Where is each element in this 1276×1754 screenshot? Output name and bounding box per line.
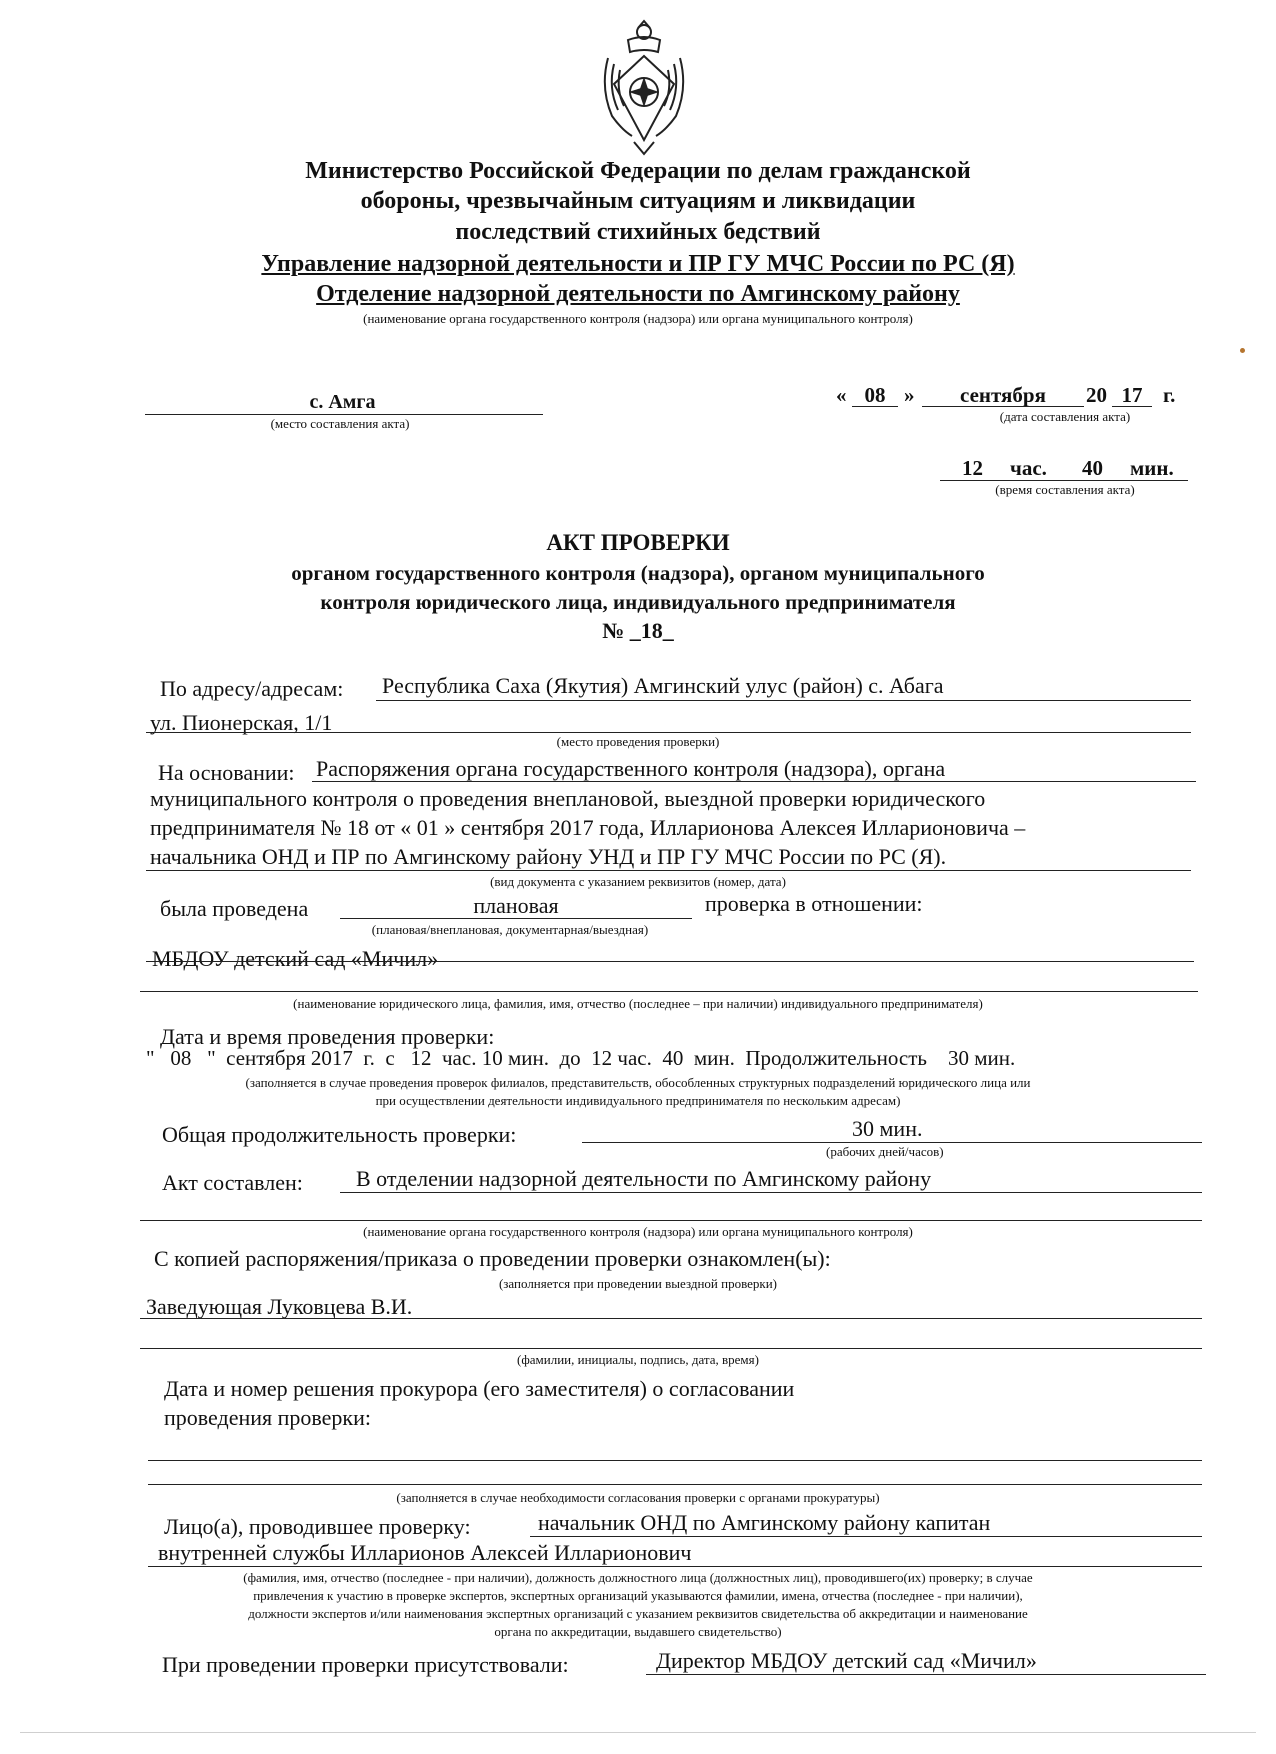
present-value: Директор МБДОУ детский сад «Мичил»: [656, 1648, 1037, 1673]
copy-note: (заполняется при проведении выездной проверки): [498, 1276, 778, 1291]
scan-edge-line: [20, 1732, 1256, 1733]
inspector-caption-2: привлечения к участию в проверке экспертов, экспертных организаций указываются фамилии, имена, отчества (последнее - при наличии),: [253, 1588, 1023, 1603]
inspection-type-suffix: проверка в отношении:: [705, 891, 923, 916]
compiled-value: В отделении надзорной деятельности по Амгинскому району: [356, 1166, 932, 1191]
act-subtitle-1: органом государственного контроля (надзора), органом муниципального: [291, 561, 985, 585]
prosecutor-caption: (заполняется в случае необходимости согласования проверки с органами прокуратуры): [396, 1490, 880, 1505]
act-subtitle-2: контроля юридического лица, индивидуального предпринимателя: [320, 590, 956, 614]
date-day-underline: [852, 406, 898, 407]
basis-underline-1: [312, 781, 1196, 782]
date-day: 08: [864, 383, 886, 407]
basis-underline-4: [146, 870, 1191, 871]
address-caption: (место проведения проверки): [556, 734, 720, 749]
basis-line-4: начальника ОНД и ПР по Амгинскому району УНД и ПР ГУ МЧС России по РС (Я).: [150, 844, 947, 869]
act-number: № _18_: [602, 618, 674, 643]
ministry-line-2: обороны, чрезвычайным ситуациям и ликвидации: [360, 188, 916, 214]
date-year-underline: [1112, 406, 1152, 407]
time-underline: [940, 480, 1188, 481]
entity-underline-2: [140, 991, 1198, 992]
inspector-label: Лицо(а), проводившее проверку:: [164, 1514, 471, 1539]
date-year-unit: г.: [1163, 383, 1176, 407]
date-caption: (дата составления акта): [999, 409, 1131, 424]
prosecutor-line-2: проведения проверки:: [164, 1405, 372, 1430]
inspector-caption-4: органа по аккредитации, выдавшего свидетельство): [494, 1624, 782, 1639]
place-underline: [145, 414, 543, 415]
place-value: с. Амга: [309, 391, 376, 413]
address-underline-1: [376, 700, 1191, 701]
time-minute: 40: [1082, 456, 1103, 480]
datetime-caption-1: (заполняется в случае проведения проверок филиалов, представительств, обособленных структурных подразделений юридического лица или: [245, 1075, 1031, 1090]
date-quote-close: »: [904, 383, 915, 407]
scan-speck: [1240, 348, 1245, 353]
basis-caption: (вид документа с указанием реквизитов (номер, дата): [490, 874, 786, 889]
address-underline-2: [146, 732, 1191, 733]
prosecutor-underline-2: [148, 1484, 1202, 1485]
date-month-underline: [922, 406, 1084, 407]
date-year-prefix: 20: [1086, 383, 1107, 407]
prosecutor-line-1: Дата и номер решения прокурора (его заместителя) о согласовании: [164, 1376, 795, 1401]
inspection-type-underline: [340, 918, 692, 919]
date-quote-open: «: [836, 383, 847, 407]
inspection-type-caption: (плановая/внеплановая, документарная/выездная): [371, 922, 649, 937]
compiled-caption: (наименование органа государственного контроля (надзора) или органа муниципального контроля): [363, 1224, 913, 1239]
time-minute-unit: мин.: [1130, 456, 1174, 480]
datetime-label: Дата и время проведения проверки:: [160, 1024, 495, 1049]
address-line-1: Республика Саха (Якутия) Амгинский улус (район) с. Абага: [382, 673, 944, 698]
present-underline: [646, 1674, 1206, 1675]
inspector-caption-1: (фамилия, имя, отчество (последнее - при наличии), должность должностного лица (должностных лиц), проводившего(их) проверку; в случае: [243, 1570, 1033, 1585]
datetime-caption-2: при осуществлении деятельности индивидуального предпринимателя по нескольким адресам): [375, 1093, 901, 1108]
act-title: АКТ ПРОВЕРКИ: [546, 530, 730, 555]
date-year-suffix: 17: [1121, 383, 1143, 407]
entity-caption: (наименование юридического лица, фамилия, имя, отчество (последнее – при наличии) индивидуального предпринимателя): [293, 996, 983, 1011]
copy-value: Заведующая Луковцева В.И.: [146, 1294, 413, 1319]
inspector-caption-3: должности экспертов и/или наименования экспертных организаций с указанием реквизитов свидетельства об аккредитации и наименование: [248, 1606, 1028, 1621]
prosecutor-underline-1: [148, 1460, 1202, 1461]
copy-label: С копией распоряжения/приказа о проведении проверки ознакомлен(ы):: [154, 1246, 831, 1271]
present-label: При проведении проверки присутствовали:: [162, 1652, 569, 1677]
duration-value: 30 мин.: [852, 1116, 923, 1141]
datetime-line: " 08 " сентября 2017 г. с 12 час. 10 мин. до 12 час. 40 мин. Продолжительность 30 мин.: [146, 1046, 1016, 1070]
inspector-value-2: внутренней службы Илларионов Алексей Илларионович: [158, 1540, 692, 1565]
basis-line-2: муниципального контроля о проведения внеплановой, выездной проверки юридического: [150, 786, 986, 811]
division-name: Отделение надзорной деятельности по Амгинскому району: [316, 281, 960, 307]
basis-line-1: Распоряжения органа государственного контроля (надзора), органа: [316, 756, 946, 781]
date-month: сентября: [960, 383, 1046, 407]
time-hour-unit: час.: [1010, 456, 1047, 480]
org-caption: (наименование органа государственного контроля (надзора) или органа муниципального контроля): [363, 311, 913, 326]
entity-name: МБДОУ детский сад «Мичил»: [152, 946, 439, 971]
address-line-2: ул. Пионерская, 1/1: [150, 710, 333, 735]
mchs-emblem-icon: [598, 18, 690, 158]
compiled-underline-2: [140, 1220, 1202, 1221]
copy-caption: (фамилии, инициалы, подпись, дата, время): [517, 1352, 759, 1367]
compiled-underline-1: [340, 1192, 1202, 1193]
inspection-type-value: плановая: [473, 893, 559, 918]
basis-label: На основании:: [158, 760, 295, 785]
time-caption: (время составления акта): [995, 482, 1135, 497]
copy-underline-2: [140, 1348, 1202, 1349]
compiled-label: Акт составлен:: [162, 1170, 303, 1195]
duration-underline: [582, 1142, 1202, 1143]
ministry-line-1: Министерство Российской Федерации по делам гражданской: [305, 158, 971, 184]
copy-underline-1: [140, 1318, 1202, 1319]
address-label: По адресу/адресам:: [160, 676, 344, 701]
place-caption: (место составления акта): [270, 416, 410, 431]
inspection-type-label: была проведена: [160, 896, 309, 921]
duration-caption: (рабочих дней/часов): [826, 1144, 944, 1159]
inspector-value-1: начальник ОНД по Амгинскому району капитан: [538, 1510, 991, 1535]
basis-line-3: предпринимателя № 18 от « 01 » сентября 2017 года, Илларионова Алексея Илларионовича –: [150, 815, 1026, 840]
time-hour: 12: [962, 456, 983, 480]
duration-label: Общая продолжительность проверки:: [162, 1122, 517, 1147]
inspector-underline-2: [148, 1566, 1202, 1567]
department-name: Управление надзорной деятельности и ПР ГУ МЧС России по РС (Я): [261, 251, 1015, 277]
ministry-line-3: последствий стихийных бедствий: [455, 219, 821, 245]
inspector-underline-1: [530, 1536, 1202, 1537]
entity-underline-1: [146, 961, 1194, 962]
